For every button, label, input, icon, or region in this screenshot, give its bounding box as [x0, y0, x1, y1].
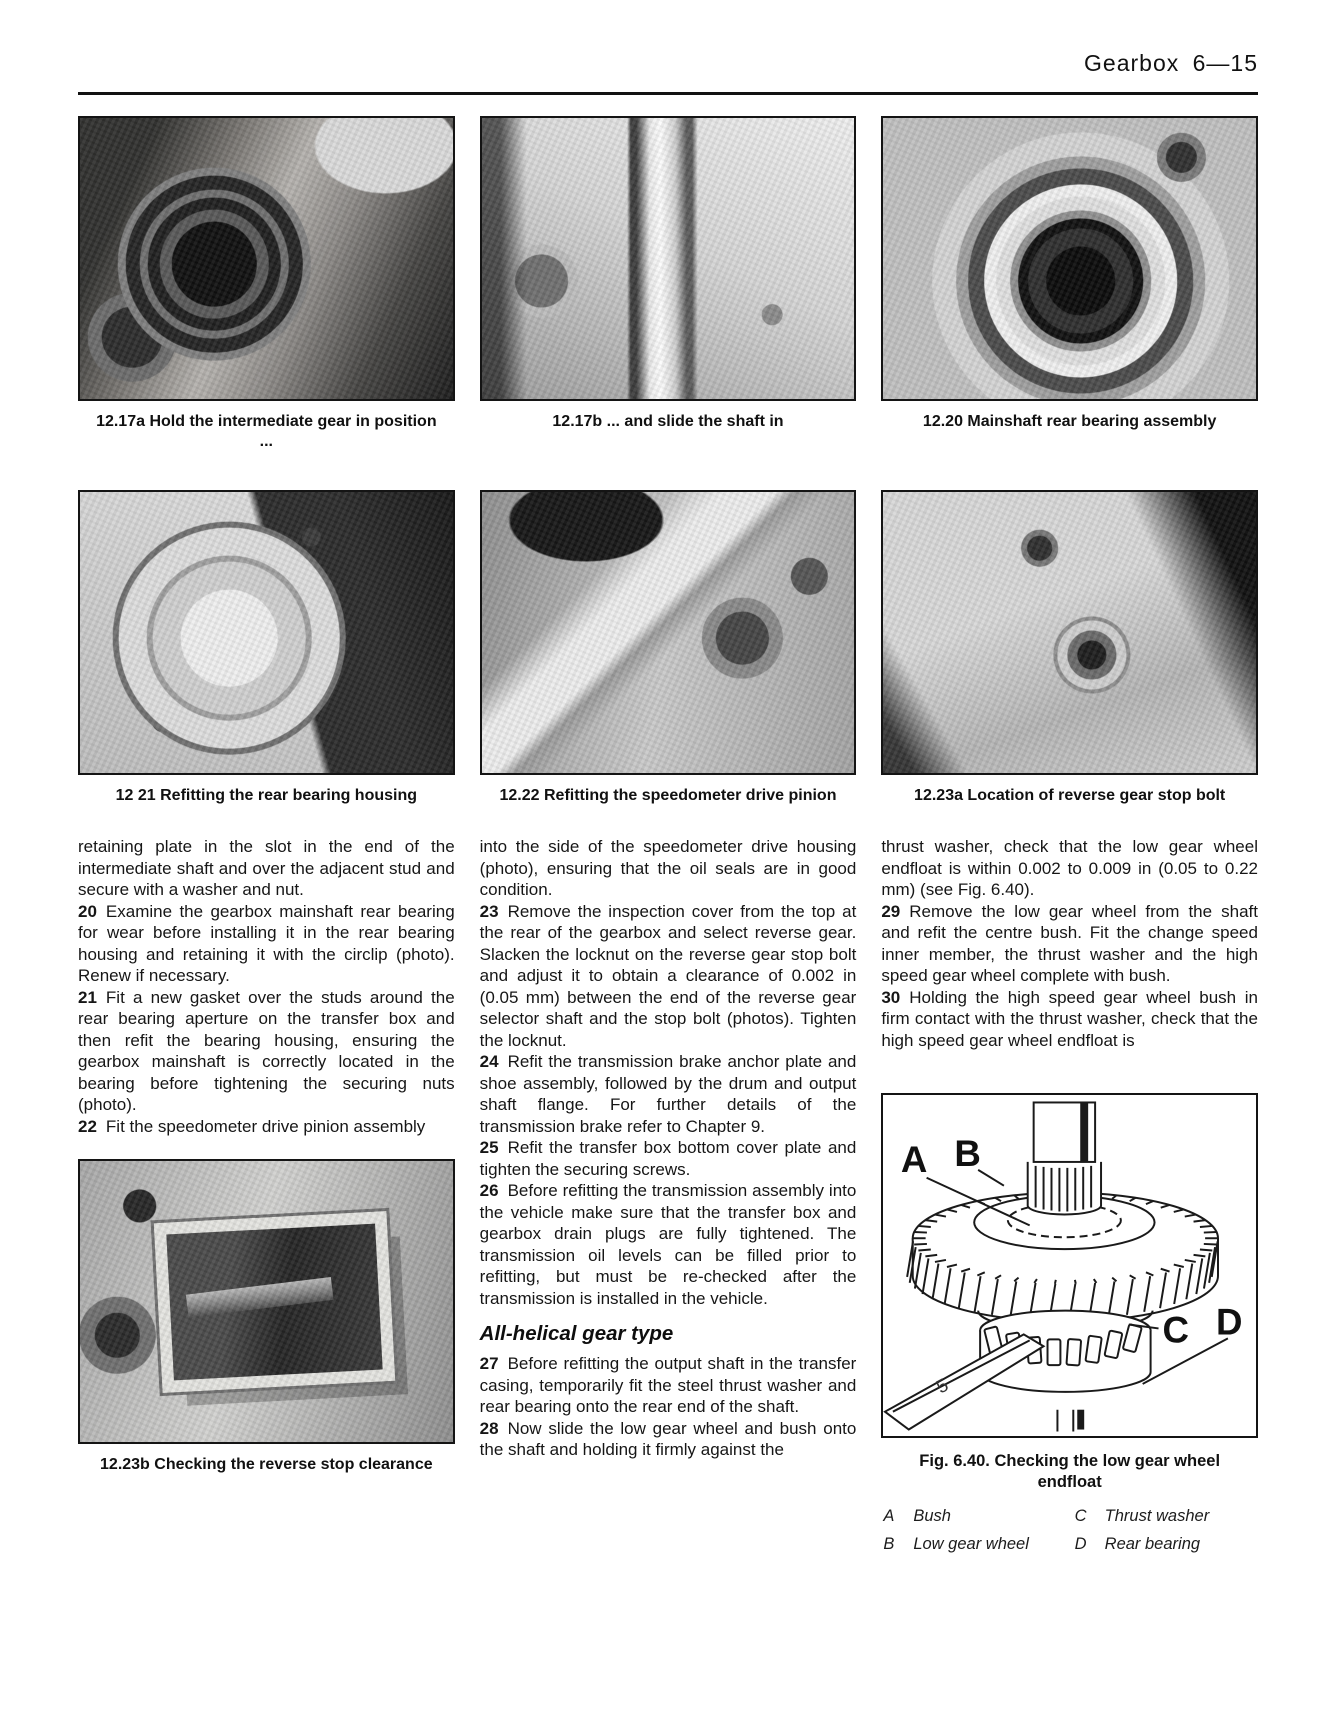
paragraph: 28 Now slide the low gear wheel and bush onto the shaft and holding it firmly against the: [479, 1418, 857, 1459]
photo-caption: 12.17b ... and slide the shaft in: [552, 413, 784, 430]
photo-12-21: [78, 490, 455, 775]
figure-12-20: [881, 116, 1258, 452]
photo-caption: 12.17a Hold the intermediate gear in position ...: [96, 413, 437, 450]
paragraph: 24 Refit the transmission brake anchor plate and shoe assembly, followed by the drum and output shaft flange. For further details of the transmission brake refer to Chapter 9.: [479, 1052, 857, 1136]
photo-caption: 12 21 Refitting the rear bearing housing: [115, 787, 418, 804]
paragraph: 25 Refit the transfer box bottom cover plate and tighten the securing screws.: [479, 1138, 857, 1179]
label-d: D: [1216, 1301, 1243, 1343]
figure-12-21: [78, 490, 455, 806]
paragraph: 30 Holding the high speed gear wheel bush in firm contact with the thrust washer, check that the high speed gear wheel endfloat is: [881, 987, 1258, 1050]
paragraph: 27 Before refitting the output shaft in the transfer casing, temporarily fit the steel thrust washer and rear bearing onto the rear end of the shaft.: [479, 1354, 857, 1416]
paragraph: retaining plate in the slot in the end of the intermediate shaft and over the adjacent stud and secure with a washer and nut.: [78, 837, 455, 899]
paragraph: 29 Remove the low gear wheel from the shaft and refit the centre bush. Fit the change speed inner member, the thrust washer and the high speed gear wheel complete with bush.: [881, 901, 1258, 985]
photo-row-2: [78, 490, 1258, 806]
photo-caption: 12.22 Refitting the speedometer drive pinion: [499, 787, 837, 804]
gauge-mark: 5: [932, 1373, 952, 1398]
paragraph: into the side of the speedometer drive housing (photo), ensuring that the oil seals are in good condition.: [479, 837, 857, 899]
figure-12-23b: [78, 1159, 455, 1475]
label-a: A: [901, 1138, 928, 1180]
inspection-opening-detail: [154, 1211, 395, 1393]
header-rule: [78, 92, 1258, 95]
photo-12-23a: [881, 490, 1258, 775]
photo-12-17b: [480, 116, 857, 401]
key-item: C Thrust washer: [1074, 1507, 1210, 1525]
label-b: B: [954, 1132, 982, 1174]
figure-6-40-drawing: [881, 1093, 1258, 1438]
photo-12-17a: [78, 116, 455, 401]
photo-12-23b: [78, 1159, 455, 1444]
photo-12-20: [881, 116, 1258, 401]
label-c: C: [1162, 1309, 1190, 1351]
paragraph: 22 Fit the speedometer drive pinion assembly: [78, 1116, 426, 1136]
column-1: [78, 836, 455, 1556]
paragraph: 21 Fit a new gasket over the studs around the rear bearing aperture on the transfer box and then refit the bearing housing, ensuring the gearbox mainshaft is correctly located in the bearing before tightening the securing nuts (photo).: [78, 987, 455, 1114]
photo-caption: 12.23a Location of reverse gear stop bolt: [914, 787, 1226, 804]
photo-12-22: [480, 490, 857, 775]
photo-caption: 12.23b Checking the reverse stop clearance: [100, 1456, 433, 1473]
gear-endfloat-illustration: [883, 1095, 1256, 1436]
key-item: D Rear bearing: [1074, 1535, 1201, 1553]
figure-12-22: [480, 490, 857, 806]
page-header: [78, 0, 1258, 95]
column-2: [480, 836, 857, 1556]
key-item: A Bush: [883, 1507, 951, 1525]
figure-12-17b: [480, 116, 857, 452]
paragraph: 26 Before refitting the transmission assembly into the vehicle make sure that the transfer box and gearbox drain plugs are fully tightened. The transmission oil levels can be filled prior to refitting, but must be re-checked after the transmission is installed in the vehicle.: [479, 1181, 857, 1308]
figure-caption: Fig. 6.40. Checking the low gear wheel endfloat: [919, 1452, 1221, 1491]
figure-12-17a: [78, 116, 455, 452]
section-heading: All-helical gear type: [479, 1322, 674, 1345]
column-3: [881, 836, 1258, 1556]
paragraph: 23 Remove the inspection cover from the top at the rear of the gearbox and select reverse gear. Slacken the locknut on the reverse gear stop bolt and adjust it to obtain a clearance of 0.002 in (0.05 mm) between the end of the reverse gear selector shaft and the stop bolt (photos). Tighten the locknut.: [479, 901, 857, 1050]
body-columns: [78, 836, 1258, 1556]
page-title: Gearbox 6―15: [1084, 50, 1258, 76]
paragraph: thrust washer, check that the low gear wheel endfloat is within 0.002 to 0.009 in (0.05 to 0.22 mm) (see Fig. 6.40).: [881, 837, 1258, 899]
paragraph: 20 Examine the gearbox mainshaft rear bearing for wear before installing it in the rear bearing housing and retaining it with the circlip (photo). Renew if necessary.: [78, 901, 455, 985]
figure-key: [881, 1504, 1258, 1556]
figure-12-23a: [881, 490, 1258, 806]
photo-caption: 12.20 Mainshaft rear bearing assembly: [922, 413, 1217, 430]
photo-row-1: [78, 116, 1258, 452]
key-item: B Low gear wheel: [883, 1535, 1029, 1553]
